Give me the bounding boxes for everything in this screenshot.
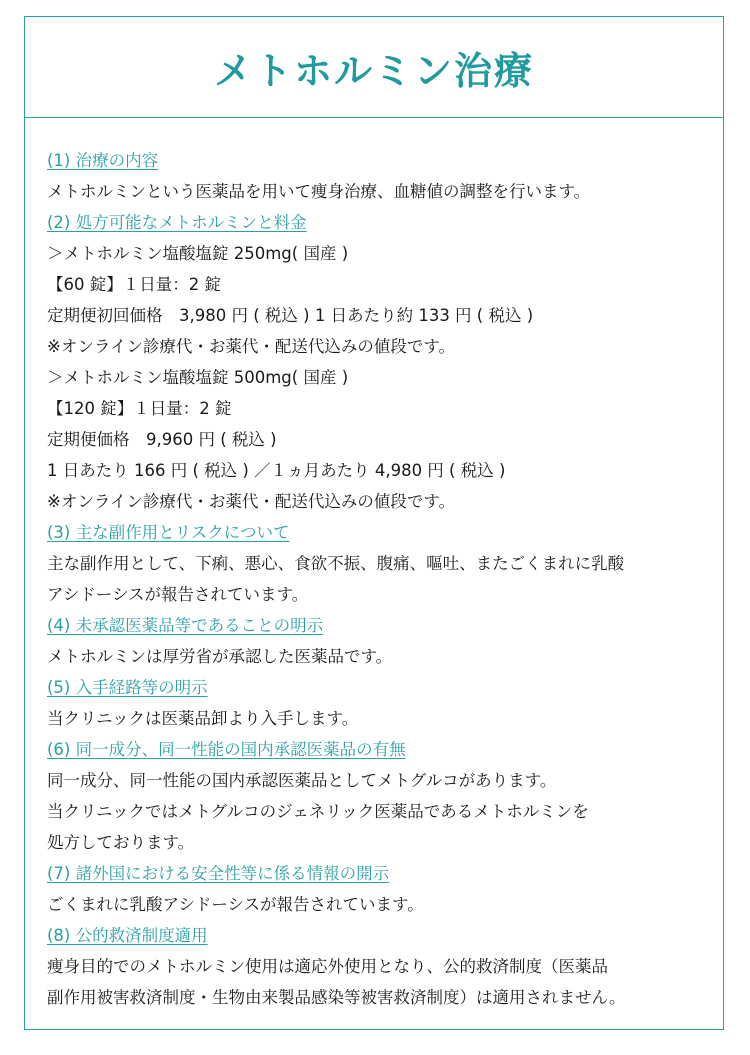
- section-heading-text: (6) 同一成分、同一性能の国内承認医薬品の有無: [47, 740, 406, 759]
- section-heading-text: (3) 主な副作用とリスクについて: [47, 523, 290, 542]
- body-line: 定期便価格 9,960 円 ( 税込 ): [47, 430, 277, 449]
- body-line: 定期便初回価格 3,980 円 ( 税込 ) 1 日あたり約 133 円 ( 税込 ): [47, 306, 534, 325]
- body-line: 副作用被害救済制度・生物由来製品感染等被害救済制度）は適用されません。: [47, 988, 626, 1007]
- section-heading-text: (1) 治療の内容: [47, 151, 159, 170]
- section-heading-text: (4) 未承認医薬品等であることの明示: [47, 616, 324, 635]
- body-line: 痩身目的でのメトホルミン使用は適応外使用となり、公的救済制度（医薬品: [47, 957, 608, 976]
- section-heading-text: (7) 諸外国における安全性等に係る情報の開示: [47, 864, 390, 883]
- section-heading: [47, 672, 723, 703]
- title-box: [25, 17, 723, 118]
- section-heading: [47, 858, 723, 889]
- body-line: アシドーシスが報告されています。: [47, 585, 309, 604]
- section-heading: [47, 145, 723, 176]
- body-line: 【120 錠】１日量：2 錠: [47, 399, 232, 418]
- body-line: 1 日あたり 166 円 ( 税込 ) ／１ヵ月あたり 4,980 円 ( 税込 ): [47, 461, 506, 480]
- body-line: 当クリニックではメトグルコのジェネリック医薬品であるメトホルミンを: [47, 802, 589, 821]
- section-heading: [47, 920, 723, 951]
- body-line: ＞メトホルミン塩酸塩錠 500mg( 国産 ): [47, 368, 349, 387]
- body-line: 処方しております。: [47, 833, 195, 852]
- section-heading: [47, 734, 723, 765]
- section-heading-text: (2) 処方可能なメトホルミンと料金: [47, 213, 307, 232]
- body-line: 【60 錠】１日量：2 錠: [47, 275, 221, 294]
- section-heading: [47, 207, 723, 238]
- document-body: [25, 118, 723, 1013]
- body-line: ＞メトホルミン塩酸塩錠 250mg( 国産 ): [47, 244, 349, 263]
- body-line: ※オンライン診療代・お薬代・配送代込みの値段です。: [47, 337, 456, 356]
- section-heading-text: (5) 入手経路等の明示: [47, 678, 208, 697]
- section-heading: [47, 610, 723, 641]
- body-line: ※オンライン診療代・お薬代・配送代込みの値段です。: [47, 492, 456, 511]
- section-heading: [47, 517, 723, 548]
- section-heading-text: (8) 公的救済制度適用: [47, 926, 208, 945]
- page-title: メトホルミン治療: [213, 48, 534, 93]
- body-line: メトホルミンは厚労省が承認した医薬品です。: [47, 647, 393, 666]
- body-line: 当クリニックは医薬品卸より入手します。: [47, 709, 359, 728]
- body-line: 同一成分、同一性能の国内承認医薬品としてメトグルコがあります。: [47, 771, 557, 790]
- document-frame: [24, 16, 724, 1030]
- body-line: 主な副作用として、下痢、悪心、食欲不振、腹痛、嘔吐、またごくまれに乳酸: [47, 554, 625, 573]
- body-line: ごくまれに乳酸アシドーシスが報告されています。: [47, 895, 424, 914]
- body-line: メトホルミンという医薬品を用いて痩身治療、血糖値の調整を行います。: [47, 182, 591, 201]
